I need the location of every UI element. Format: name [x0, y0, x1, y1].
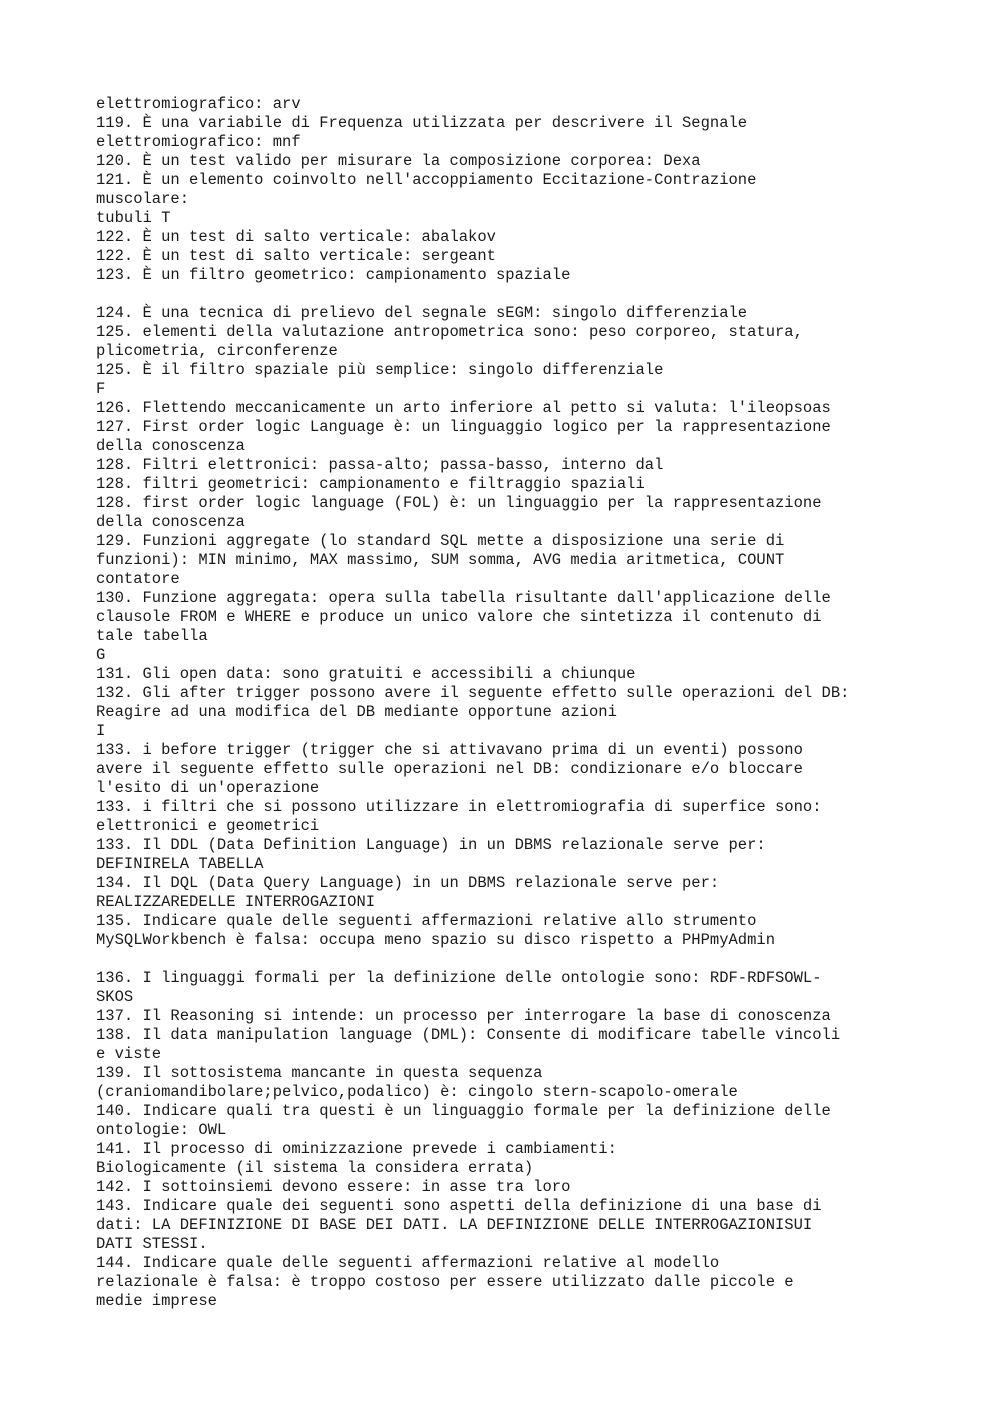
text-line: 133. i filtri che si possono utilizzare in elettromiografia di superfice sono:: [96, 798, 822, 816]
text-line: [96, 950, 976, 969]
text-line: relazionale è falsa: è troppo costoso per essere utilizzato dalle piccole e: [96, 1273, 794, 1291]
text-line: MySQLWorkbench è falsa: occupa meno spazio su disco rispetto a PHPmyAdmin: [96, 931, 776, 949]
text-line: 141. Il processo di ominizzazione prevede i cambiamenti:: [96, 1140, 617, 1158]
text-line: SKOS: [96, 988, 134, 1006]
text-line: F: [96, 380, 106, 398]
text-line: 139. Il sottosistema mancante in questa sequenza: [96, 1064, 543, 1082]
text-line: 125. È il filtro spaziale più semplice: singolo differenziale: [96, 361, 664, 379]
text-line: 121. È un elemento coinvolto nell'accoppiamento Eccitazione-Contrazione: [96, 171, 757, 189]
text-line: 128. Filtri elettronici: passa-alto; passa-basso, interno dal: [96, 456, 664, 474]
text-line: tale tabella: [96, 627, 208, 645]
text-line: 125. elementi della valutazione antropometrica sono: peso corporeo, statura,: [96, 323, 803, 341]
text-line: 127. First order logic Language è: un linguaggio logico per la rappresentazione: [96, 418, 831, 436]
text-line: 131. Gli open data: sono gratuiti e accessibili a chiunque: [96, 665, 636, 683]
text-line: G: [96, 646, 106, 664]
text-line: muscolare:: [96, 190, 190, 208]
text-line: REALIZZAREDELLE INTERROGAZIONI: [96, 893, 376, 911]
text-line: 128. filtri geometrici: campionamento e filtraggio spaziali: [96, 475, 645, 493]
text-line: medie imprese: [96, 1292, 217, 1310]
text-line: 142. I sottoinsiemi devono essere: in asse tra loro: [96, 1178, 571, 1196]
text-line: 123. È un filtro geometrico: campionamento spaziale: [96, 266, 571, 284]
text-line: 129. Funzioni aggregate (lo standard SQL mette a disposizione una serie di: [96, 532, 785, 550]
text-line: e viste: [96, 1045, 162, 1063]
text-line: elettromiografico: mnf: [96, 133, 301, 151]
text-line: dati: LA DEFINIZIONE DI BASE DEI DATI. LA DEFINIZIONE DELLE INTERROGAZIONISUI: [96, 1216, 813, 1234]
text-line: 119. È una variabile di Frequenza utilizzata per descrivere il Segnale: [96, 114, 748, 132]
text-line: DEFINIRELA TABELLA: [96, 855, 264, 873]
text-line: I: [96, 722, 106, 740]
text-line: 126. Flettendo meccanicamente un arto inferiore al petto si valuta: l'ileopsoas: [96, 399, 831, 417]
text-line: Reagire ad una modifica del DB mediante opportune azioni: [96, 703, 617, 721]
text-line: l'esito di un'operazione: [96, 779, 320, 797]
text-line: 143. Indicare quale dei seguenti sono aspetti della definizione di una base di: [96, 1197, 822, 1215]
text-line: clausole FROM e WHERE e produce un unico valore che sintetizza il contenuto di: [96, 608, 822, 626]
text-line: 140. Indicare quali tra questi è un linguaggio formale per la definizione delle: [96, 1102, 831, 1120]
text-line: contatore: [96, 570, 180, 588]
text-line: 134. Il DQL (Data Query Language) in un DBMS relazionale serve per:: [96, 874, 720, 892]
text-line: della conoscenza: [96, 437, 245, 455]
text-line: 137. Il Reasoning si intende: un processo per interrogare la base di conoscenza: [96, 1007, 831, 1025]
text-line: (craniomandibolare;pelvico,podalico) è: cingolo stern-scapolo-omerale: [96, 1083, 738, 1101]
text-line: avere il seguente effetto sulle operazioni nel DB: condizionare e/o bloccare: [96, 760, 803, 778]
text-line: 128. first order logic language (FOL) è: un linguaggio per la rappresentazione: [96, 494, 822, 512]
text-line: [96, 285, 976, 304]
text-line: 132. Gli after trigger possono avere il seguente effetto sulle operazioni del DB:: [96, 684, 850, 702]
text-line: plicometria, circonferenze: [96, 342, 338, 360]
text-line: 124. È una tecnica di prelievo del segnale sEGM: singolo differenziale: [96, 304, 748, 322]
text-line: 138. Il data manipulation language (DML): Consente di modificare tabelle vincoli: [96, 1026, 841, 1044]
text-line: ontologie: OWL: [96, 1121, 227, 1139]
text-line: 135. Indicare quale delle seguenti affermazioni relative allo strumento: [96, 912, 757, 930]
text-line: della conoscenza: [96, 513, 245, 531]
text-line: DATI STESSI.: [96, 1235, 208, 1253]
text-line: 136. I linguaggi formali per la definizione delle ontologie sono: RDF-RDFSOWL-: [96, 969, 822, 987]
document-page: [96, 95, 976, 1311]
text-line: Biologicamente (il sistema la considera errata): [96, 1159, 534, 1177]
text-line: tubuli T: [96, 209, 171, 227]
text-line: 144. Indicare quale delle seguenti affermazioni relative al modello: [96, 1254, 720, 1272]
text-line: 133. Il DDL (Data Definition Language) in un DBMS relazionale serve per:: [96, 836, 766, 854]
text-line: elettromiografico: arv: [96, 95, 301, 113]
text-line: 122. È un test di salto verticale: sergeant: [96, 247, 496, 265]
text-line: 130. Funzione aggregata: opera sulla tabella risultante dall'applicazione delle: [96, 589, 831, 607]
text-line: funzioni): MIN minimo, MAX massimo, SUM somma, AVG media aritmetica, COUNT: [96, 551, 785, 569]
text-line: elettronici e geometrici: [96, 817, 320, 835]
text-line: 120. È un test valido per misurare la composizione corporea: Dexa: [96, 152, 701, 170]
text-line: 122. È un test di salto verticale: abalakov: [96, 228, 496, 246]
text-line: 133. i before trigger (trigger che si attivavano prima di un eventi) possono: [96, 741, 803, 759]
